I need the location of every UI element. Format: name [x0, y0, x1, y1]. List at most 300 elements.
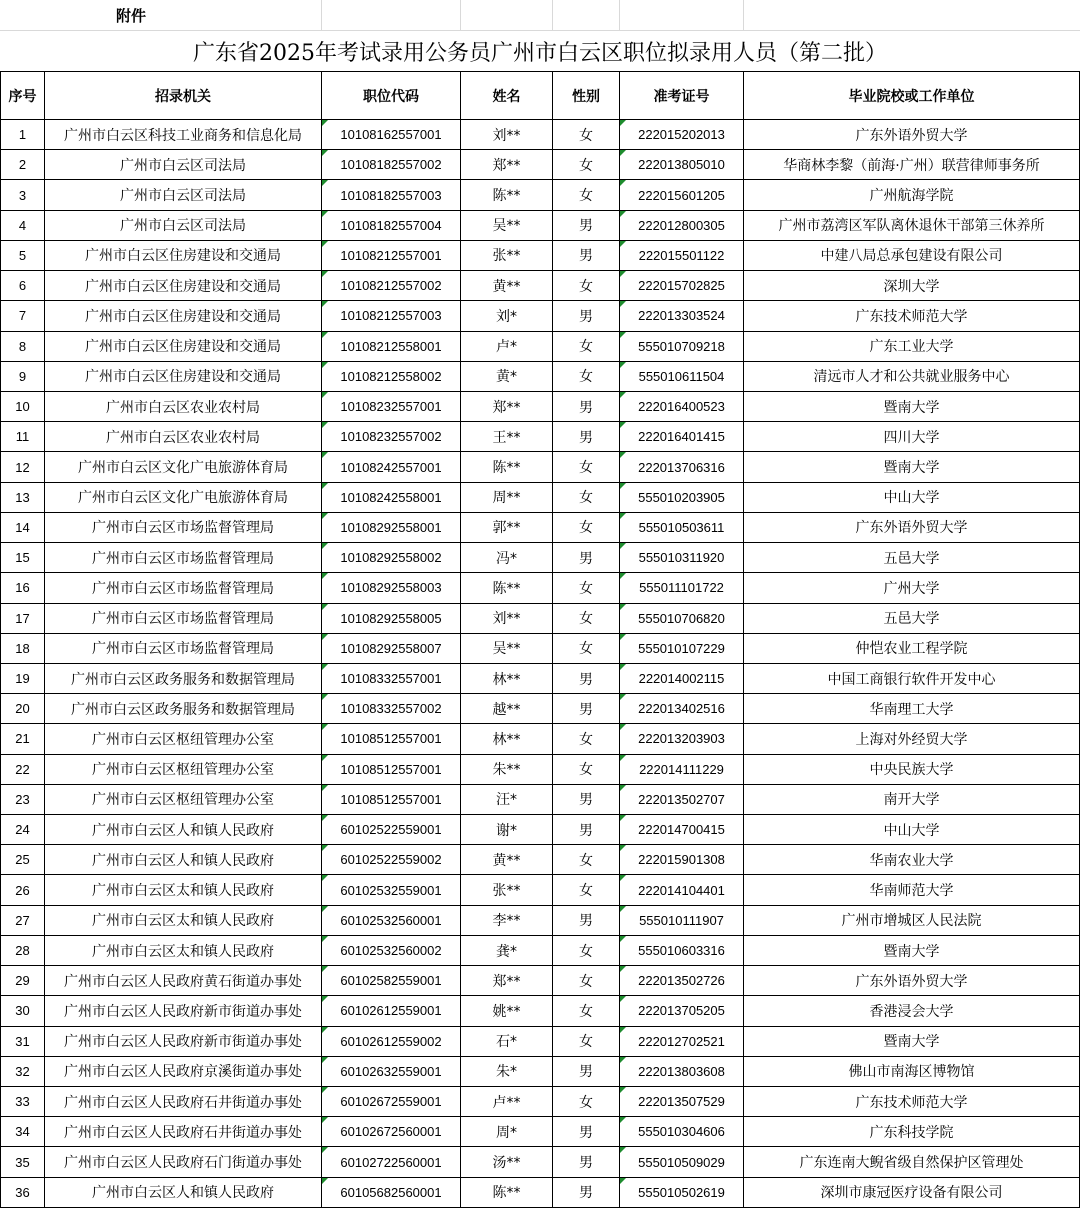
table-row [0, 906, 1080, 936]
table-row [0, 664, 1080, 694]
cell-name: 朱** [461, 755, 553, 785]
cell-code: 10108332557002 [322, 694, 461, 724]
cell-school: 暨南大学 [744, 1027, 1080, 1057]
cell-name: 张** [461, 875, 553, 905]
cell-seq: 25 [0, 845, 45, 875]
cell-code: 10108512557001 [322, 724, 461, 754]
cell-exam-no: 222012702521 [620, 1027, 744, 1057]
cell-exam-no: 222015501122 [620, 241, 744, 271]
cell-code: 10108332557001 [322, 664, 461, 694]
cell-agency: 广州市白云区市场监督管理局 [45, 604, 322, 634]
cell-exam-no: 222013805010 [620, 150, 744, 180]
cell-code: 60102612559002 [322, 1027, 461, 1057]
cell-gender: 男 [553, 664, 620, 694]
cell-seq: 27 [0, 906, 45, 936]
cell-gender: 男 [553, 1117, 620, 1147]
table-row [0, 875, 1080, 905]
table-row [0, 211, 1080, 241]
cell-name: 郭** [461, 513, 553, 543]
cell-gender: 女 [553, 1087, 620, 1117]
empty-cell [744, 0, 1080, 31]
cell-agency: 广州市白云区人民政府石井街道办事处 [45, 1087, 322, 1117]
cell-gender: 男 [553, 1147, 620, 1177]
cell-exam-no: 222014700415 [620, 815, 744, 845]
attachment-label: 附件 [0, 0, 322, 31]
cell-exam-no: 222013705205 [620, 996, 744, 1026]
cell-agency: 广州市白云区政务服务和数据管理局 [45, 694, 322, 724]
cell-school: 五邑大学 [744, 604, 1080, 634]
cell-seq: 29 [0, 966, 45, 996]
cell-exam-no: 555010111907 [620, 906, 744, 936]
cell-code: 10108512557001 [322, 785, 461, 815]
cell-name: 陈** [461, 180, 553, 210]
cell-gender: 女 [553, 332, 620, 362]
cell-exam-no: 555010304606 [620, 1117, 744, 1147]
table-body [0, 120, 1080, 1208]
cell-gender: 女 [553, 483, 620, 513]
table-row [0, 1087, 1080, 1117]
cell-exam-no: 555011101722 [620, 573, 744, 603]
cell-code: 10108292558002 [322, 543, 461, 573]
table-row [0, 301, 1080, 331]
cell-seq: 23 [0, 785, 45, 815]
cell-exam-no: 222014002115 [620, 664, 744, 694]
cell-agency: 广州市白云区市场监督管理局 [45, 634, 322, 664]
cell-name: 吴** [461, 211, 553, 241]
cell-gender: 男 [553, 211, 620, 241]
cell-exam-no: 222015901308 [620, 845, 744, 875]
cell-exam-no: 555010706820 [620, 604, 744, 634]
cell-gender: 男 [553, 694, 620, 724]
cell-name: 郑** [461, 392, 553, 422]
cell-gender: 男 [553, 543, 620, 573]
cell-school: 暨南大学 [744, 392, 1080, 422]
cell-code: 10108212558001 [322, 332, 461, 362]
cell-name: 姚** [461, 996, 553, 1026]
table-row [0, 996, 1080, 1026]
cell-school: 广东外语外贸大学 [744, 966, 1080, 996]
cell-gender: 女 [553, 634, 620, 664]
cell-code: 10108232557001 [322, 392, 461, 422]
cell-seq: 2 [0, 150, 45, 180]
cell-name: 谢* [461, 815, 553, 845]
cell-agency: 广州市白云区人和镇人民政府 [45, 815, 322, 845]
cell-school: 五邑大学 [744, 543, 1080, 573]
table-row [0, 1117, 1080, 1147]
cell-seq: 5 [0, 241, 45, 271]
cell-name: 刘** [461, 120, 553, 150]
cell-school: 华南师范大学 [744, 875, 1080, 905]
table-row [0, 483, 1080, 513]
cell-agency: 广州市白云区文化广电旅游体育局 [45, 452, 322, 482]
cell-code: 60102532560002 [322, 936, 461, 966]
cell-exam-no: 555010503611 [620, 513, 744, 543]
cell-agency: 广州市白云区枢纽管理办公室 [45, 785, 322, 815]
cell-exam-no: 555010611504 [620, 362, 744, 392]
cell-school: 暨南大学 [744, 452, 1080, 482]
cell-school: 中央民族大学 [744, 755, 1080, 785]
cell-code: 60102582559001 [322, 966, 461, 996]
cell-exam-no: 222016401415 [620, 422, 744, 452]
cell-school: 广东连南大鲵省级自然保护区管理处 [744, 1147, 1080, 1177]
header-code: 职位代码 [322, 71, 461, 120]
cell-school: 广东科技学院 [744, 1117, 1080, 1147]
cell-exam-no: 222013507529 [620, 1087, 744, 1117]
cell-exam-no: 555010509029 [620, 1147, 744, 1177]
cell-agency: 广州市白云区人和镇人民政府 [45, 845, 322, 875]
cell-name: 刘** [461, 604, 553, 634]
cell-name: 汪* [461, 785, 553, 815]
cell-name: 郑** [461, 150, 553, 180]
cell-seq: 33 [0, 1087, 45, 1117]
table-row [0, 1057, 1080, 1087]
attachment-row [0, 0, 1080, 31]
cell-gender: 男 [553, 906, 620, 936]
cell-school: 南开大学 [744, 785, 1080, 815]
cell-seq: 21 [0, 724, 45, 754]
cell-school: 华商林李黎（前海·广州）联营律师事务所 [744, 150, 1080, 180]
cell-exam-no: 222013803608 [620, 1057, 744, 1087]
cell-school: 四川大学 [744, 422, 1080, 452]
cell-gender: 女 [553, 875, 620, 905]
table-row [0, 422, 1080, 452]
cell-exam-no: 222013502726 [620, 966, 744, 996]
cell-exam-no: 222016400523 [620, 392, 744, 422]
cell-school: 广东技术师范大学 [744, 301, 1080, 331]
cell-gender: 女 [553, 755, 620, 785]
cell-seq: 3 [0, 180, 45, 210]
cell-name: 周* [461, 1117, 553, 1147]
cell-gender: 女 [553, 180, 620, 210]
cell-gender: 女 [553, 996, 620, 1026]
cell-school: 广州航海学院 [744, 180, 1080, 210]
cell-school: 中国工商银行软件开发中心 [744, 664, 1080, 694]
cell-gender: 男 [553, 785, 620, 815]
cell-exam-no: 222015601205 [620, 180, 744, 210]
cell-name: 黄** [461, 845, 553, 875]
cell-agency: 广州市白云区住房建设和交通局 [45, 241, 322, 271]
cell-school: 暨南大学 [744, 936, 1080, 966]
cell-school: 深圳市康冠医疗设备有限公司 [744, 1178, 1080, 1208]
cell-code: 60105682560001 [322, 1178, 461, 1208]
cell-exam-no: 222015702825 [620, 271, 744, 301]
table-row [0, 815, 1080, 845]
table-row [0, 150, 1080, 180]
cell-school: 广东外语外贸大学 [744, 120, 1080, 150]
cell-name: 汤** [461, 1147, 553, 1177]
cell-school: 广东工业大学 [744, 332, 1080, 362]
cell-agency: 广州市白云区科技工业商务和信息化局 [45, 120, 322, 150]
cell-exam-no: 222013706316 [620, 452, 744, 482]
cell-name: 石* [461, 1027, 553, 1057]
cell-name: 黄* [461, 362, 553, 392]
cell-name: 王** [461, 422, 553, 452]
cell-seq: 19 [0, 664, 45, 694]
table-row [0, 1178, 1080, 1208]
cell-seq: 4 [0, 211, 45, 241]
cell-exam-no: 222013402516 [620, 694, 744, 724]
table-row [0, 573, 1080, 603]
cell-school: 中建八局总承包建设有限公司 [744, 241, 1080, 271]
cell-gender: 男 [553, 422, 620, 452]
cell-exam-no: 555010107229 [620, 634, 744, 664]
cell-school: 华南农业大学 [744, 845, 1080, 875]
cell-name: 张** [461, 241, 553, 271]
cell-name: 郑** [461, 966, 553, 996]
header-name: 姓名 [461, 71, 553, 120]
cell-seq: 1 [0, 120, 45, 150]
table-row [0, 694, 1080, 724]
cell-school: 广州市增城区人民法院 [744, 906, 1080, 936]
cell-name: 冯* [461, 543, 553, 573]
cell-gender: 女 [553, 936, 620, 966]
cell-gender: 女 [553, 150, 620, 180]
table-row [0, 604, 1080, 634]
cell-code: 60102632559001 [322, 1057, 461, 1087]
cell-code: 10108292558001 [322, 513, 461, 543]
cell-name: 卢* [461, 332, 553, 362]
header-school: 毕业院校或工作单位 [744, 71, 1080, 120]
table-header-row [0, 71, 1080, 120]
cell-agency: 广州市白云区住房建设和交通局 [45, 301, 322, 331]
cell-code: 10108242558001 [322, 483, 461, 513]
page-title: 广东省2025年考试录用公务员广州市白云区职位拟录用人员（第二批） [193, 40, 887, 66]
cell-gender: 女 [553, 362, 620, 392]
cell-name: 林** [461, 664, 553, 694]
cell-name: 林** [461, 724, 553, 754]
cell-code: 10108512557001 [322, 755, 461, 785]
cell-exam-no: 222013203903 [620, 724, 744, 754]
table-row [0, 785, 1080, 815]
cell-code: 60102612559001 [322, 996, 461, 1026]
cell-gender: 女 [553, 966, 620, 996]
cell-agency: 广州市白云区人民政府新市街道办事处 [45, 996, 322, 1026]
cell-gender: 男 [553, 392, 620, 422]
cell-seq: 16 [0, 573, 45, 603]
cell-exam-no: 222014111229 [620, 755, 744, 785]
cell-agency: 广州市白云区人民政府石门街道办事处 [45, 1147, 322, 1177]
cell-seq: 13 [0, 483, 45, 513]
cell-exam-no: 222013502707 [620, 785, 744, 815]
cell-agency: 广州市白云区司法局 [45, 180, 322, 210]
table-row [0, 513, 1080, 543]
cell-name: 陈** [461, 452, 553, 482]
cell-exam-no: 555010311920 [620, 543, 744, 573]
cell-name: 龚* [461, 936, 553, 966]
cell-code: 60102532560001 [322, 906, 461, 936]
cell-agency: 广州市白云区市场监督管理局 [45, 573, 322, 603]
header-agency: 招录机关 [45, 71, 322, 120]
cell-gender: 男 [553, 241, 620, 271]
table-row [0, 845, 1080, 875]
cell-agency: 广州市白云区人民政府新市街道办事处 [45, 1027, 322, 1057]
table-row [0, 392, 1080, 422]
cell-code: 10108182557002 [322, 150, 461, 180]
header-seq: 序号 [0, 71, 45, 120]
cell-agency: 广州市白云区太和镇人民政府 [45, 936, 322, 966]
header-gender: 性别 [553, 71, 620, 120]
cell-code: 10108292558007 [322, 634, 461, 664]
cell-code: 60102522559001 [322, 815, 461, 845]
table-row [0, 452, 1080, 482]
cell-gender: 女 [553, 573, 620, 603]
cell-exam-no: 555010709218 [620, 332, 744, 362]
cell-code: 10108292558005 [322, 604, 461, 634]
cell-code: 10108232557002 [322, 422, 461, 452]
cell-school: 中山大学 [744, 815, 1080, 845]
cell-agency: 广州市白云区政务服务和数据管理局 [45, 664, 322, 694]
table-row [0, 1027, 1080, 1057]
cell-code: 60102532559001 [322, 875, 461, 905]
cell-code: 10108242557001 [322, 452, 461, 482]
cell-name: 周** [461, 483, 553, 513]
cell-agency: 广州市白云区人和镇人民政府 [45, 1178, 322, 1208]
cell-code: 60102672560001 [322, 1117, 461, 1147]
table-row [0, 755, 1080, 785]
cell-gender: 女 [553, 120, 620, 150]
cell-gender: 男 [553, 1178, 620, 1208]
cell-agency: 广州市白云区太和镇人民政府 [45, 906, 322, 936]
cell-agency: 广州市白云区市场监督管理局 [45, 513, 322, 543]
empty-cell [620, 0, 744, 31]
cell-code: 60102522559002 [322, 845, 461, 875]
cell-seq: 34 [0, 1117, 45, 1147]
cell-gender: 女 [553, 724, 620, 754]
table-row [0, 332, 1080, 362]
cell-code: 10108182557003 [322, 180, 461, 210]
cell-gender: 女 [553, 452, 620, 482]
cell-school: 中山大学 [744, 483, 1080, 513]
cell-exam-no: 222013303524 [620, 301, 744, 331]
table-row [0, 1147, 1080, 1177]
cell-school: 清远市人才和公共就业服务中心 [744, 362, 1080, 392]
table-row [0, 543, 1080, 573]
cell-seq: 14 [0, 513, 45, 543]
cell-name: 吴** [461, 634, 553, 664]
cell-gender: 女 [553, 845, 620, 875]
cell-exam-no: 555010502619 [620, 1178, 744, 1208]
cell-agency: 广州市白云区枢纽管理办公室 [45, 724, 322, 754]
cell-school: 华南理工大学 [744, 694, 1080, 724]
table-row [0, 966, 1080, 996]
cell-seq: 30 [0, 996, 45, 1026]
cell-gender: 女 [553, 271, 620, 301]
cell-name: 李** [461, 906, 553, 936]
cell-school: 广州市荔湾区军队离休退休干部第三休养所 [744, 211, 1080, 241]
cell-seq: 10 [0, 392, 45, 422]
cell-agency: 广州市白云区太和镇人民政府 [45, 875, 322, 905]
cell-name: 陈** [461, 1178, 553, 1208]
table-row [0, 241, 1080, 271]
cell-school: 广东技术师范大学 [744, 1087, 1080, 1117]
cell-school: 广州大学 [744, 573, 1080, 603]
cell-seq: 12 [0, 452, 45, 482]
cell-code: 10108212557002 [322, 271, 461, 301]
cell-gender: 男 [553, 1057, 620, 1087]
table-row [0, 120, 1080, 150]
table-row [0, 271, 1080, 301]
cell-agency: 广州市白云区文化广电旅游体育局 [45, 483, 322, 513]
cell-school: 仲恺农业工程学院 [744, 634, 1080, 664]
cell-name: 越** [461, 694, 553, 724]
cell-gender: 女 [553, 604, 620, 634]
cell-agency: 广州市白云区农业农村局 [45, 422, 322, 452]
cell-agency: 广州市白云区住房建设和交通局 [45, 271, 322, 301]
cell-agency: 广州市白云区枢纽管理办公室 [45, 755, 322, 785]
empty-cell [461, 0, 553, 31]
cell-code: 10108212558002 [322, 362, 461, 392]
table-row [0, 362, 1080, 392]
cell-seq: 31 [0, 1027, 45, 1057]
cell-code: 10108212557001 [322, 241, 461, 271]
cell-agency: 广州市白云区人民政府京溪街道办事处 [45, 1057, 322, 1087]
table-row [0, 724, 1080, 754]
cell-agency: 广州市白云区司法局 [45, 150, 322, 180]
cell-gender: 女 [553, 513, 620, 543]
cell-seq: 11 [0, 422, 45, 452]
cell-gender: 男 [553, 815, 620, 845]
empty-cell [322, 0, 461, 31]
cell-school: 上海对外经贸大学 [744, 724, 1080, 754]
empty-cell [553, 0, 620, 31]
cell-seq: 32 [0, 1057, 45, 1087]
cell-seq: 22 [0, 755, 45, 785]
cell-code: 60102672559001 [322, 1087, 461, 1117]
header-exam-no: 准考证号 [620, 71, 744, 120]
table-row [0, 180, 1080, 210]
cell-school: 香港浸会大学 [744, 996, 1080, 1026]
cell-seq: 15 [0, 543, 45, 573]
cell-name: 刘* [461, 301, 553, 331]
cell-school: 佛山市南海区博物馆 [744, 1057, 1080, 1087]
table-row [0, 936, 1080, 966]
cell-name: 朱* [461, 1057, 553, 1087]
cell-agency: 广州市白云区住房建设和交通局 [45, 332, 322, 362]
cell-exam-no: 222015202013 [620, 120, 744, 150]
cell-agency: 广州市白云区农业农村局 [45, 392, 322, 422]
cell-seq: 6 [0, 271, 45, 301]
cell-school: 广东外语外贸大学 [744, 513, 1080, 543]
cell-seq: 36 [0, 1178, 45, 1208]
cell-exam-no: 555010203905 [620, 483, 744, 513]
cell-seq: 20 [0, 694, 45, 724]
cell-agency: 广州市白云区市场监督管理局 [45, 543, 322, 573]
cell-exam-no: 555010603316 [620, 936, 744, 966]
cell-name: 卢** [461, 1087, 553, 1117]
cell-seq: 8 [0, 332, 45, 362]
cell-code: 10108212557003 [322, 301, 461, 331]
cell-code: 60102722560001 [322, 1147, 461, 1177]
cell-seq: 35 [0, 1147, 45, 1177]
cell-seq: 26 [0, 875, 45, 905]
cell-school: 深圳大学 [744, 271, 1080, 301]
table-row [0, 634, 1080, 664]
cell-seq: 17 [0, 604, 45, 634]
cell-seq: 9 [0, 362, 45, 392]
cell-gender: 男 [553, 301, 620, 331]
cell-name: 黄** [461, 271, 553, 301]
cell-agency: 广州市白云区司法局 [45, 211, 322, 241]
cell-seq: 28 [0, 936, 45, 966]
cell-code: 10108182557004 [322, 211, 461, 241]
cell-code: 10108292558003 [322, 573, 461, 603]
cell-agency: 广州市白云区人民政府石井街道办事处 [45, 1117, 322, 1147]
cell-exam-no: 222014104401 [620, 875, 744, 905]
cell-code: 10108162557001 [322, 120, 461, 150]
cell-seq: 7 [0, 301, 45, 331]
cell-seq: 18 [0, 634, 45, 664]
cell-gender: 女 [553, 1027, 620, 1057]
